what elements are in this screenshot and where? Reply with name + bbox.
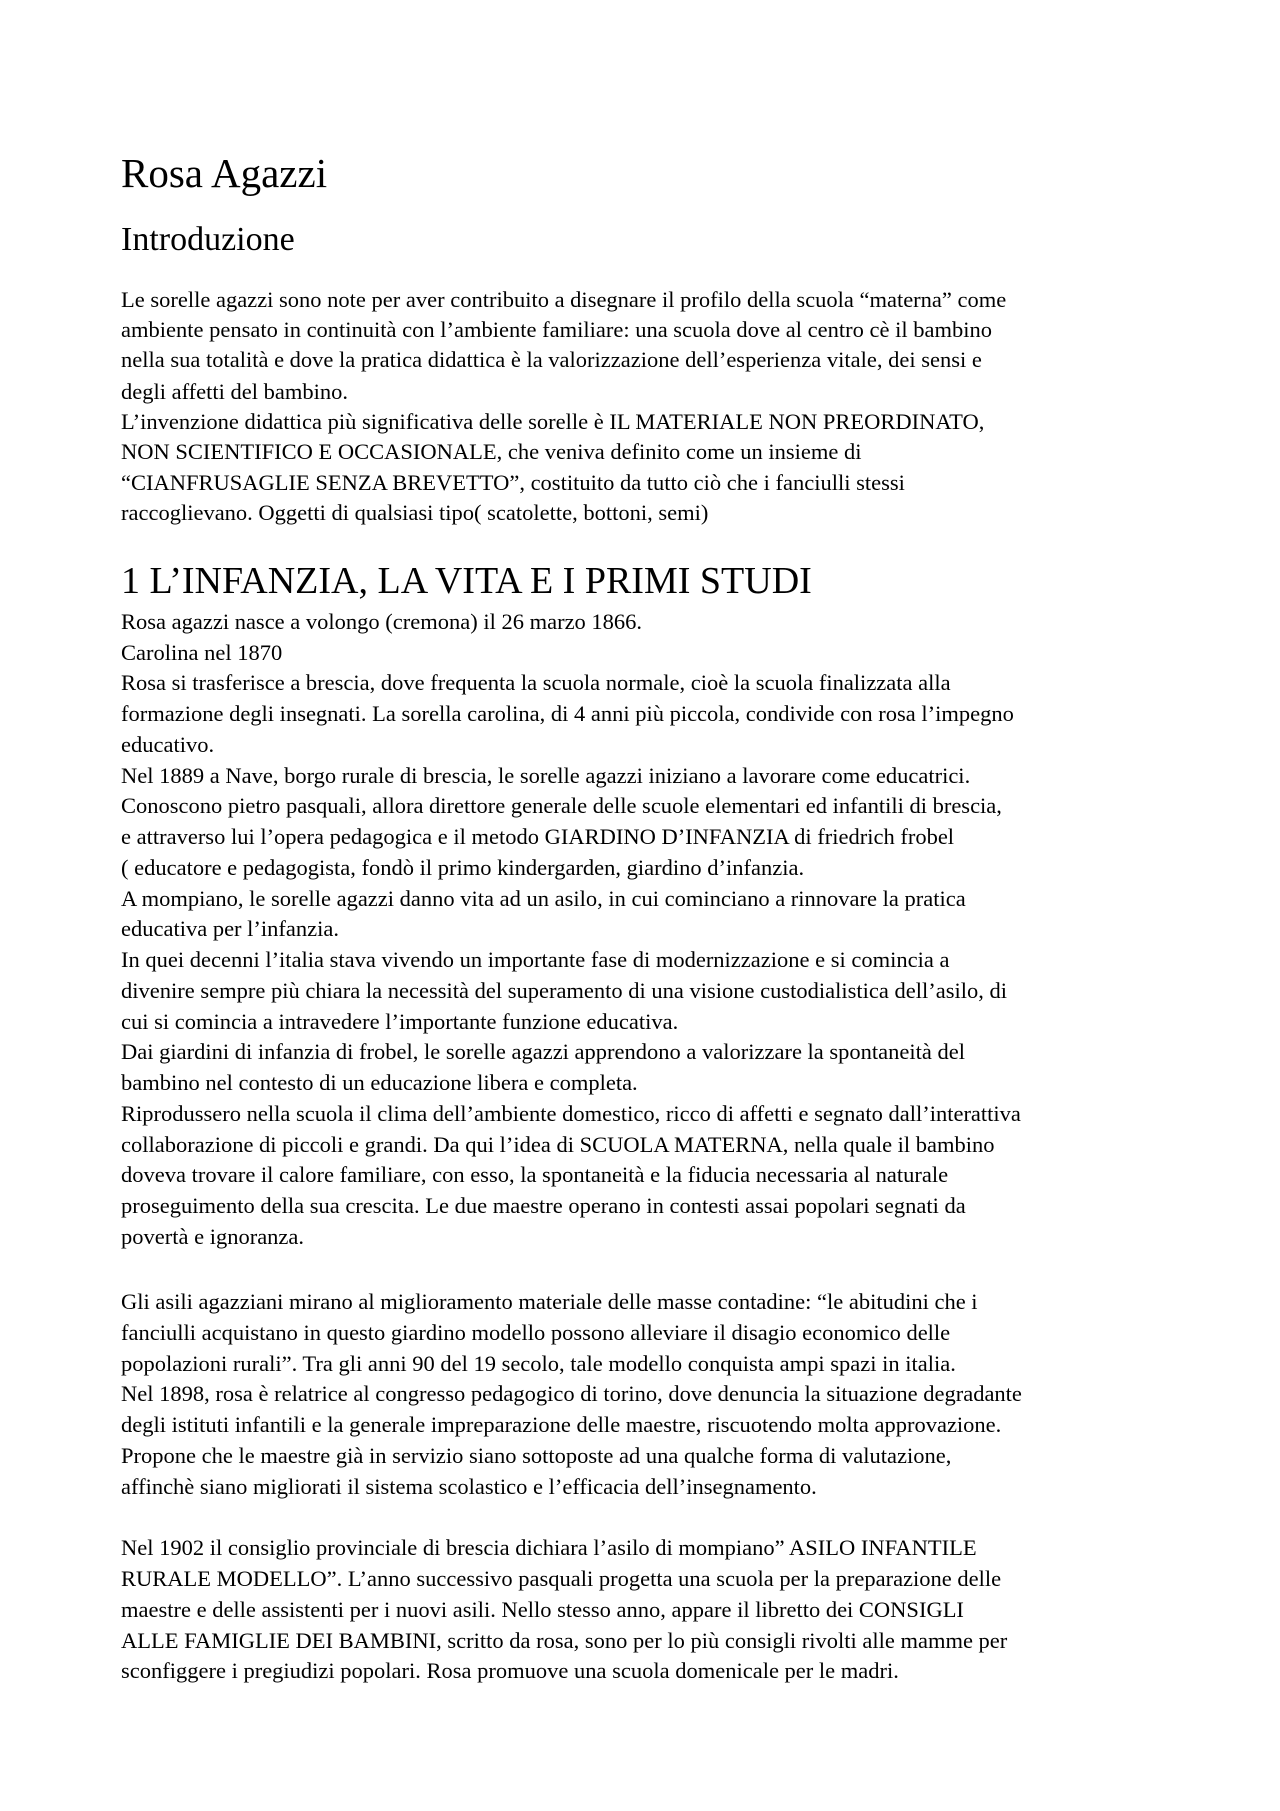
section-heading: 1 L’INFANZIA, LA VITA E I PRIMI STUDI — [121, 560, 812, 602]
text-line: maestre e delle assistenti per i nuovi asili. Nello stesso anno, appare il libretto dei CONSIGLI — [121, 1597, 964, 1622]
text-line: popolazioni rurali”. Tra gli anni 90 del 19 secolo, tale modello conquista ampi spazi in italia. — [121, 1351, 956, 1376]
text-line: bambino nel contesto di un educazione libera e completa. — [121, 1070, 638, 1095]
intro-heading: Introduzione — [121, 221, 295, 258]
text-line: Conoscono pietro pasquali, allora direttore generale delle scuole elementari ed infantili di brescia, — [121, 793, 1002, 818]
text-line: Carolina nel 1870 — [121, 640, 283, 665]
text-line: ambiente pensato in continuità con l’ambiente familiare: una scuola dove al centro cè il bambino — [121, 317, 992, 342]
text-line: Gli asili agazziani mirano al miglioramento materiale delle masse contadine: “le abitudini che i — [121, 1289, 978, 1314]
text-line: cui si comincia a intravedere l’importante funzione educativa. — [121, 1009, 679, 1034]
text-line: Nel 1898, rosa è relatrice al congresso pedagogico di torino, dove denuncia la situazione degradante — [121, 1381, 1022, 1406]
text-line: ( educatore e pedagogista, fondò il primo kindergarden, giardino d’infanzia. — [121, 855, 805, 880]
text-line: Le sorelle agazzi sono note per aver contribuito a disegnare il profilo della scuola “materna” come — [121, 287, 1007, 312]
text-line: educativo. — [121, 732, 215, 757]
text-line: povertà e ignoranza. — [121, 1224, 305, 1249]
text-line: Dai giardini di infanzia di frobel, le sorelle agazzi apprendono a valorizzare la spontaneità del — [121, 1039, 966, 1064]
text-line: collaborazione di piccoli e grandi. Da qui l’idea di SCUOLA MATERNA, nella quale il bambino — [121, 1132, 995, 1157]
text-line: RURALE MODELLO”. L’anno successivo pasquali progetta una scuola per la preparazione delle — [121, 1566, 1002, 1591]
text-line: A mompiano, le sorelle agazzi danno vita ad un asilo, in cui cominciano a rinnovare la pratica — [121, 886, 966, 911]
text-line: raccoglievano. Oggetti di qualsiasi tipo( scatolette, bottoni, semi) — [121, 500, 709, 525]
text-line: In quei decenni l’italia stava vivendo un importante fase di modernizzazione e si comincia a — [121, 947, 950, 972]
text-line: nella sua totalità e dove la pratica didattica è la valorizzazione dell’esperienza vitale, dei sensi e — [121, 347, 982, 372]
text-line: divenire sempre più chiara la necessità del superamento di una visione custodialistica dell’asilo, di — [121, 978, 1007, 1003]
text-line: fanciulli acquistano in questo giardino modello possono alleviare il disagio economico delle — [121, 1320, 951, 1345]
text-line: degli affetti del bambino. — [121, 379, 349, 404]
text-line: L’invenzione didattica più significativa delle sorelle è IL MATERIALE NON PREORDINATO, — [121, 409, 985, 434]
text-line: e attraverso lui l’opera pedagogica e il metodo GIARDINO D’INFANZIA di friedrich frobel — [121, 824, 955, 849]
text-line: NON SCIENTIFICO E OCCASIONALE, che veniva definito come un insieme di — [121, 439, 862, 464]
text-line: formazione degli insegnati. La sorella carolina, di 4 anni più piccola, condivide con rosa l’impegno — [121, 701, 1014, 726]
text-line: Nel 1889 a Nave, borgo rurale di brescia, le sorelle agazzi iniziano a lavorare come educatrici. — [121, 763, 971, 788]
text-line: Riprodussero nella scuola il clima dell’ambiente domestico, ricco di affetti e segnato dall’interattiva — [121, 1101, 1021, 1126]
text-line: proseguimento della sua crescita. Le due maestre operano in contesti assai popolari segnati da — [121, 1193, 966, 1218]
text-line: “CIANFRUSAGLIE SENZA BREVETTO”, costituito da tutto ciò che i fanciulli stessi — [121, 470, 905, 495]
document-title: Rosa Agazzi — [121, 150, 328, 196]
text-line: Rosa agazzi nasce a volongo (cremona) il 26 marzo 1866. — [121, 609, 643, 634]
text-line: doveva trovare il calore familiare, con esso, la spontaneità e la fiducia necessaria al naturale — [121, 1162, 949, 1187]
text-line: Rosa si trasferisce a brescia, dove frequenta la scuola normale, cioè la scuola finalizzata alla — [121, 670, 951, 695]
text-line: sconfiggere i pregiudizi popolari. Rosa promuove una scuola domenicale per le madri. — [121, 1658, 899, 1683]
text-line: Propone che le maestre già in servizio siano sottoposte ad una qualche forma di valutazione, — [121, 1443, 952, 1468]
text-line: degli istituti infantili e la generale impreparazione delle maestre, riscuotendo molta approvazione. — [121, 1412, 1002, 1437]
text-line: educativa per l’infanzia. — [121, 916, 340, 941]
text-line: ALLE FAMIGLIE DEI BAMBINI, scritto da rosa, sono per lo più consigli rivolti alle mamme per — [121, 1628, 1008, 1653]
text-line: Nel 1902 il consiglio provinciale di brescia dichiara l’asilo di mompiano” ASILO INFANTILE — [121, 1535, 977, 1560]
text-line: affinchè siano migliorati il sistema scolastico e l’efficacia dell’insegnamento. — [121, 1474, 817, 1499]
